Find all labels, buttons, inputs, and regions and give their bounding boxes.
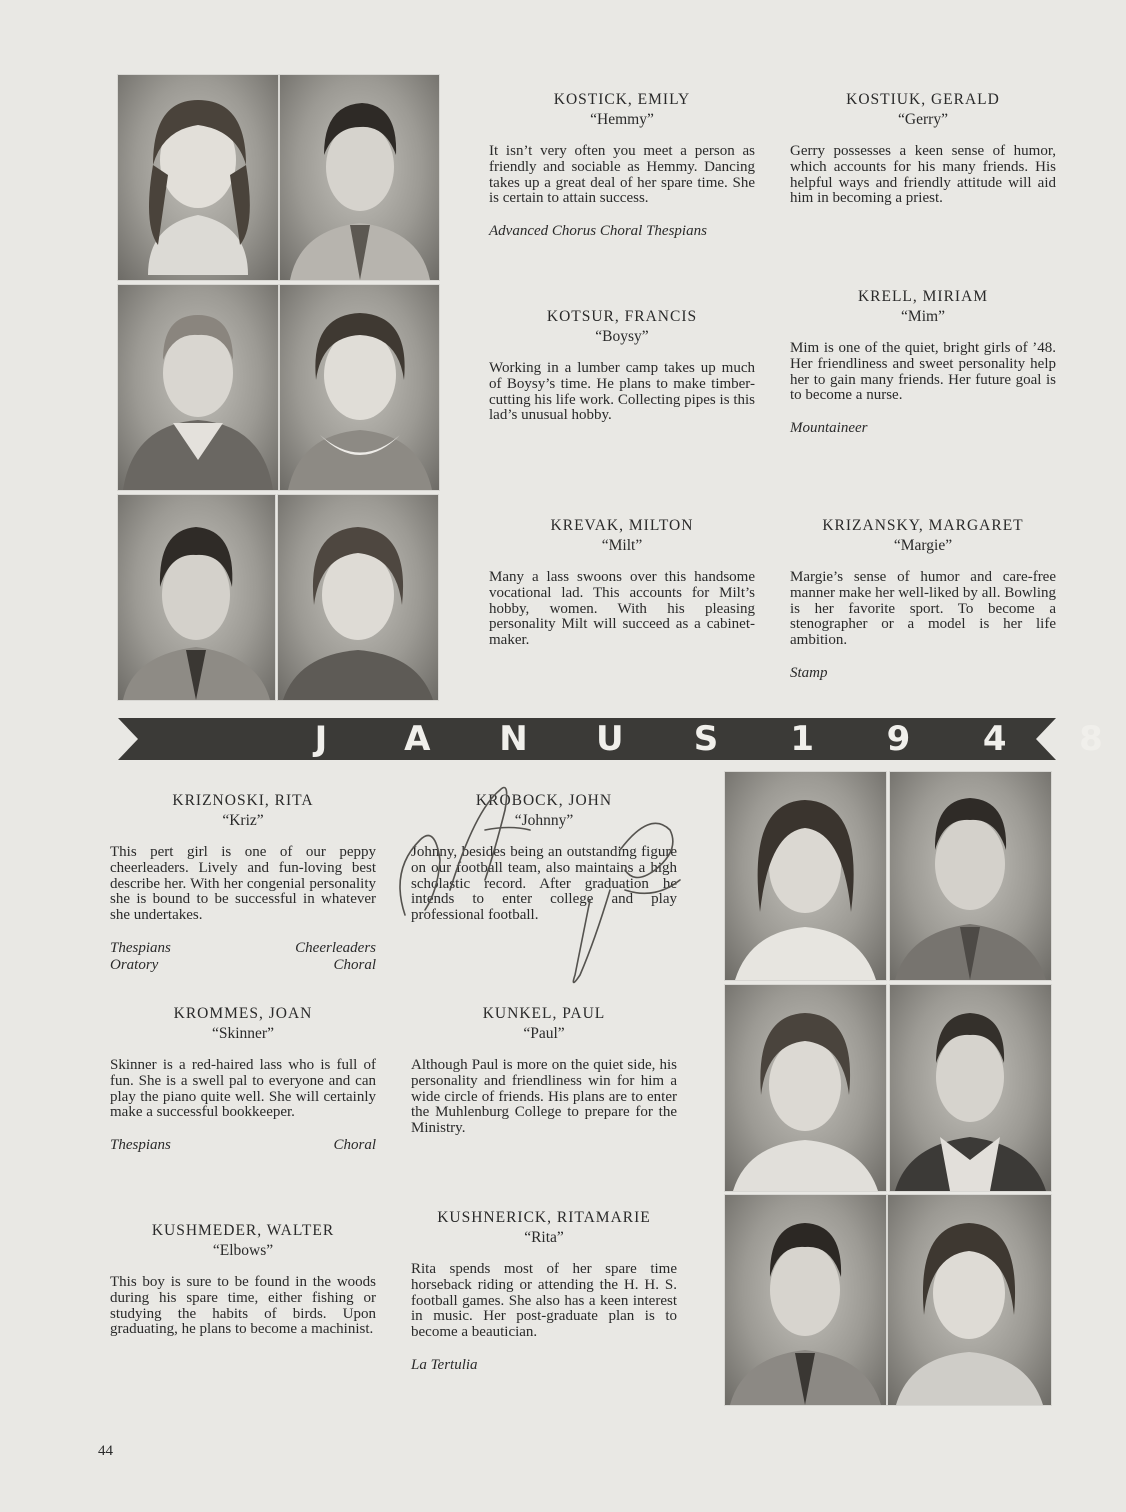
student-nickname: “Margie” [893,537,953,554]
activity: Thespians [110,1137,171,1154]
entry-kushmeder-walter [110,1221,376,1338]
student-name: KRIZNOSKI, RITA [172,792,314,809]
activity: Oratory [110,956,159,973]
student-name: KUNKEL, PAUL [482,1005,606,1022]
portrait-figure [890,985,1051,1191]
portrait-figure [118,285,278,490]
entry-kostick-emily [489,90,755,240]
student-name: KUSHMEDER, WALTER [151,1222,335,1239]
student-bio: This pert girl is one of our peppy cheerleaders. Lively and fun-loving best describe her. With her congenial personality she is bound to be successful in whatever she undertakes. [110,844,376,924]
activity: Cheerleaders [295,939,376,956]
student-nickname: “Johnny” [514,812,574,829]
portrait-figure [280,75,439,280]
student-bio: Rita spends most of her spare time horseback riding or attending the H. H. S. football games. She also has a keen interest in music. Her post-graduate plan is to become a beautician. [411,1261,677,1341]
banner-letter: A [404,719,431,759]
banner-letter: 9 [886,719,911,759]
portrait-figure [725,772,886,980]
activity: Choral [333,1137,376,1154]
banner-letter: 4 [982,719,1007,759]
student-nickname: “Paul” [523,1025,565,1042]
portrait-kotsur-francis [118,285,278,490]
student-activities: La Tertulia [411,1356,478,1373]
portrait-krell-miriam [280,285,439,490]
student-nickname: “Hemmy” [590,111,654,128]
banner-letter: 8 [1079,719,1103,759]
banner-letter: U [595,719,624,759]
student-name: KREVAK, MILTON [550,517,694,534]
portrait-figure [888,1195,1051,1405]
student-bio: Although Paul is more on the quiet side, his personality and friendliness win for him a wide circle of friends. His plans are to enter the Muhlenburg College to prepare for the Ministry. [411,1057,677,1137]
student-bio: It isn’t very often you meet a person as friendly and sociable as Hemmy. Dancing takes up a great deal of her spare time. She is certain to attain success. [489,143,755,207]
student-name: KROMMES, JOAN [173,1005,313,1022]
student-bio: This boy is sure to be found in the woods during his spare time, either fishing or studying the habits of birds. Upon graduating, he plans to become a machinist. [110,1274,376,1338]
student-activities [110,1137,376,1154]
entry-kotsur-francis [489,307,755,424]
student-name: KOTSUR, FRANCIS [546,308,698,325]
student-activities: Advanced Chorus Choral Thespians [489,223,707,240]
entry-kostiuk-gerald [790,90,1056,207]
banner-text [286,718,1126,760]
banner-letter: 1 [790,719,815,759]
entry-krevak-milton [489,516,755,649]
student-nickname: “Skinner” [212,1025,274,1042]
student-nickname: “Kriz” [222,812,264,829]
portrait-figure [280,285,439,490]
portrait-krommes-joan [725,985,886,1191]
portrait-kostiuk-gerald [280,75,439,280]
portrait-kushmeder-walter [725,1195,886,1405]
student-bio: Skinner is a red-haired lass who is full of fun. She is a swell pal to everyone and can play the piano quite well. She will certainly make a successful bookkeeper. [110,1057,376,1121]
portrait-krevak-milton [118,495,275,700]
portrait-figure [118,495,275,700]
student-nickname: “Gerry” [898,111,948,128]
entry-kushnerick-ritamarie [411,1208,677,1374]
student-name: KROBOCK, JOHN [475,792,613,809]
student-bio: Many a lass swoons over this handsome vocational lad. This accounts for Milt’s hobby, women. With his pleasing personality Milt will succeed as a cabinet-maker. [489,569,755,649]
activity: Choral [333,956,376,973]
portrait-figure [890,772,1051,980]
student-bio: Working in a lumber camp takes up much of Boysy’s time. He plans to make timber-cutting his life work. Collecting pipes is this lad’s unusual hobby. [489,360,755,424]
student-nickname: “Boysy” [595,328,649,345]
page-number: 44 [98,1443,113,1459]
portrait-kushnerick-ritamarie [888,1195,1051,1405]
portrait-kunkel-paul [890,985,1051,1191]
portrait-kostick-emily [118,75,278,280]
student-name: KOSTIUK, GERALD [846,91,1000,108]
portrait-figure [725,1195,886,1405]
portrait-krobock-john [890,772,1051,980]
entry-kriznoski-rita [110,791,376,974]
portrait-figure [278,495,438,700]
portrait-figure [725,985,886,1191]
portrait-krizansky-margaret [278,495,438,700]
student-name: KUSHNERICK, RITAMARIE [437,1209,651,1226]
student-activities [110,940,376,974]
student-bio: Gerry possesses a keen sense of humor, which accounts for his many friends. His helpful ways and friendly attitude will aid him in becoming a priest. [790,143,1056,207]
student-activities: Stamp [790,664,828,681]
student-name: KRELL, MIRIAM [857,288,989,305]
student-bio: Mim is one of the quiet, bright girls of ’48. Her friendliness and sweet personality help her to gain many friends. Her future goal is to become a nurse. [790,340,1056,404]
student-bio: Margie’s sense of humor and care-free manner make her well-liked by all. Bowling is her favorite sport. To become a stenographer or a model is her life ambition. [790,569,1056,649]
entry-kunkel-paul [411,1004,677,1137]
entry-krobock-john [411,791,677,924]
student-activities: Mountaineer [790,420,868,437]
activity: Thespians [110,939,171,956]
student-nickname: “Elbows” [212,1242,274,1259]
banner-letter: J [314,719,328,759]
entry-krommes-joan [110,1004,376,1154]
entry-krizansky-margaret [790,516,1056,682]
banner-letter: S [693,719,719,759]
banner-letter: N [499,719,528,759]
student-name: KRIZANSKY, MARGARET [822,517,1024,534]
portrait-kriznoski-rita [725,772,886,980]
student-nickname: “Rita” [524,1229,564,1246]
student-name: KOSTICK, EMILY [553,91,691,108]
portrait-figure [118,75,278,280]
student-nickname: “Milt” [601,537,643,554]
janus-1948-banner [118,718,1103,760]
entry-krell-miriam [790,287,1056,437]
student-nickname: “Mim” [901,308,945,325]
student-bio: Johnny, besides being an outstanding figure on our football team, also maintains a high scholastic record. After graduation he intends to enter college and play professional football. [411,844,677,924]
